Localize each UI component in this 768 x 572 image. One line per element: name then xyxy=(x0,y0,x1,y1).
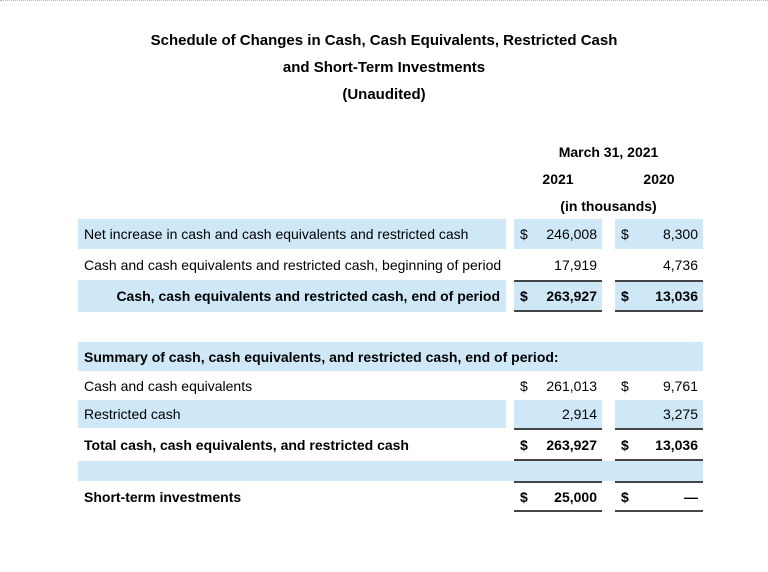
table-header-years-row xyxy=(78,165,703,192)
table-row xyxy=(78,400,703,428)
cell-gap xyxy=(506,428,514,461)
table-row xyxy=(78,371,703,400)
row-label: Cash, cash equivalents and restricted cash, end of period xyxy=(78,280,506,312)
dollar-sign: $ xyxy=(621,436,629,453)
highlight-spacer-row xyxy=(78,461,703,481)
row-label: Restricted cash xyxy=(78,400,506,428)
table-row xyxy=(78,249,703,280)
row-label: Cash and cash equivalents xyxy=(84,377,253,394)
section-spacer xyxy=(78,312,703,342)
amount-cell-2020 xyxy=(615,400,703,428)
amount-cell-2021 xyxy=(514,400,602,428)
table-header-period-row xyxy=(78,138,703,165)
cell-gap xyxy=(602,249,615,280)
amount-cell-2021 xyxy=(514,280,602,312)
amount-cell-2020 xyxy=(615,280,703,312)
amount-2021: 263,927 xyxy=(546,288,597,304)
amount-cell-2020 xyxy=(615,371,703,400)
amount-cell-2021 xyxy=(514,219,602,249)
dollar-sign: $ xyxy=(520,436,528,453)
amount-cell-2021 xyxy=(514,481,602,512)
cell-gap xyxy=(602,280,615,312)
column-header-2020: 2020 xyxy=(643,170,675,187)
amount-2020: 13,036 xyxy=(655,436,698,453)
cell-gap xyxy=(506,481,514,512)
amount-cell-2021 xyxy=(514,371,602,400)
cell-gap xyxy=(506,249,514,280)
header-spacer xyxy=(78,165,506,192)
title-line-1: Schedule of Changes in Cash, Cash Equivalents, Restricted Cash xyxy=(150,32,618,49)
table-row-total xyxy=(78,428,703,461)
cash-schedule-table xyxy=(78,138,703,512)
period-header: March 31, 2021 xyxy=(558,143,659,160)
table-row xyxy=(78,219,703,249)
row-label: Cash and cash equivalents and restricted cash, beginning of period xyxy=(84,256,502,273)
amount-2020: 4,736 xyxy=(662,256,698,273)
amount-cell-2020 xyxy=(615,219,703,249)
cell-gap xyxy=(506,400,514,428)
dollar-sign: $ xyxy=(621,377,629,394)
amount-2021: 2,914 xyxy=(561,406,597,422)
summary-section-header-row xyxy=(78,342,703,371)
amount-2020: 13,036 xyxy=(655,288,698,304)
dollar-sign: $ xyxy=(621,288,629,304)
amount-cell-2020 xyxy=(615,428,703,461)
dollar-sign: $ xyxy=(520,377,528,394)
amount-2020: 8,300 xyxy=(662,226,698,242)
amount-2020: 9,761 xyxy=(662,377,698,394)
row-label: Short-term investments xyxy=(84,488,242,505)
amount-2021: 261,013 xyxy=(546,377,597,394)
amount-2021: 17,919 xyxy=(554,256,597,273)
row-label: Total cash, cash equivalents, and restricted cash xyxy=(84,436,409,453)
cell-gap xyxy=(602,219,615,249)
cell-gap xyxy=(506,219,514,249)
amount-2021: 25,000 xyxy=(554,488,597,505)
cell-gap xyxy=(602,165,615,192)
cell-gap xyxy=(506,280,514,312)
spacer-cell xyxy=(78,312,703,342)
column-header-2021: 2021 xyxy=(542,170,574,187)
table-header-units-row xyxy=(78,192,703,219)
cell-gap xyxy=(602,428,615,461)
amount-cell-2020 xyxy=(615,481,703,512)
amount-2021: 246,008 xyxy=(546,226,597,242)
summary-section-header: Summary of cash, cash equivalents, and restricted cash, end of period: xyxy=(78,342,703,371)
table-row-short-term xyxy=(78,481,703,512)
dollar-sign: $ xyxy=(621,488,629,505)
units-note: (in thousands) xyxy=(560,197,657,214)
cell-gap xyxy=(602,400,615,428)
spacer-cell xyxy=(78,461,703,481)
row-label: Net increase in cash and cash equivalents and restricted cash xyxy=(78,219,506,249)
amount-2020: — xyxy=(684,488,698,505)
dollar-sign: $ xyxy=(520,288,528,304)
amount-cell-2021 xyxy=(514,249,602,280)
amount-cell-2021 xyxy=(514,428,602,461)
dollar-sign: $ xyxy=(520,488,528,505)
amount-cell-2020 xyxy=(615,249,703,280)
document-title xyxy=(0,27,768,108)
cell-gap xyxy=(602,371,615,400)
cell-gap xyxy=(602,481,615,512)
dollar-sign: $ xyxy=(621,226,629,242)
table-row-total xyxy=(78,280,703,312)
title-line-2: and Short-Term Investments xyxy=(282,59,486,76)
dollar-sign: $ xyxy=(520,226,528,242)
cell-gap xyxy=(506,165,514,192)
title-line-3: (Unaudited) xyxy=(342,86,426,103)
amount-2021: 263,927 xyxy=(546,436,597,453)
cell-gap xyxy=(506,371,514,400)
amount-2020: 3,275 xyxy=(662,406,698,422)
